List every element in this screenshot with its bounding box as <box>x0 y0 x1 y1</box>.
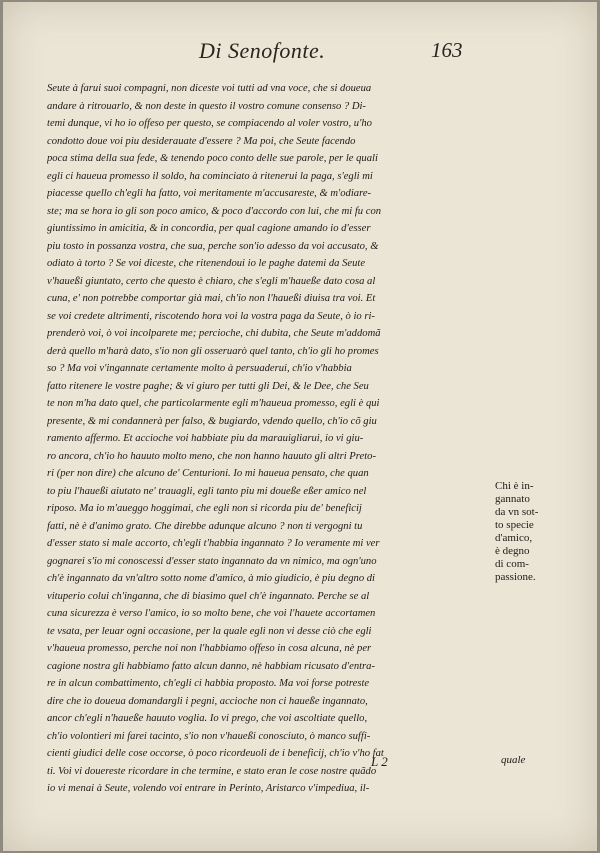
margin-note-line: gannato <box>495 493 530 505</box>
running-head: Di Senofonte. <box>199 38 326 63</box>
text-line: ro ancora, ch'io ho hauuto molto meno, che non hanno hauuto gli altri Preto- <box>47 450 376 462</box>
text-line: ste; ma se hora io gli son poco amico, & poco d'accordo con lui, che mi fu con <box>47 205 382 217</box>
text-line: ti. Voi vi douereste ricordare in che termine, e stato eran le cose nostre quãdo <box>47 765 377 777</box>
text-line: cagione nostra gli habbiamo fatto alcun danno, nè habbiam ricusato d'entra- <box>47 660 376 672</box>
margin-note-line: passione. <box>495 571 536 583</box>
text-line: cienti giudici delle cose occorse, ò poco ricordeuoli de i beneficij, ch'io v'ho fat <box>47 748 384 759</box>
book-page <box>3 2 597 851</box>
text-line: v'haueßi giuntato, certo che questo è chiaro, che s'egli m'haueße dato cosa al <box>47 275 376 287</box>
margin-note-line: Chi è in- <box>495 480 534 492</box>
text-line: andare à ritrouarlo, & non deste in questo il vostro comune consenso ? Di- <box>47 100 366 112</box>
text-line: derà quello m'harà dato, s'io non gli osseruarò quel tanto, ch'io gli ho promes <box>47 345 379 357</box>
page-header <box>3 38 597 68</box>
margin-note-line: to specie <box>495 519 534 531</box>
text-line: fatto ritenere le vostre paghe; & vi giuro per tutti gli Dei, & le Dee, che Seu <box>47 380 369 392</box>
text-line: re in alcun combattimento, ch'egli ci habbia proposto. Ma voi forse potreste <box>47 678 370 689</box>
text-line: ramento affermo. Et accioche voi habbiate piu da marauigliarui, io vi giu- <box>47 433 364 444</box>
text-line: vituperio colui ch'inganna, che di biasimo quel ch'è ingannato. Perche se al <box>47 590 370 602</box>
body-text <box>47 80 491 798</box>
text-line: condotto doue voi piu desiderauate d'essere ? Ma poi, che Seute facendo <box>47 135 356 147</box>
catchword: quale <box>501 754 526 766</box>
margin-note-line: da vn sot- <box>495 506 539 518</box>
text-line: odiato à torto ? Se voi diceste, che ritenendoui io le paghe datemi da Seute <box>47 258 366 269</box>
margin-note-line: di com- <box>495 558 529 570</box>
text-line: fatti, nè è d'animo grato. Che direbbe adunque alcuno ? non ti vergogni tu <box>47 520 363 532</box>
text-line: presente, & mi condannerà per falso, & bugiardo, vdendo quello, ch'io cõ giu <box>47 415 377 427</box>
text-line: poca stima della sua fede, & tenendo poco conto delle sue parole, per le quali <box>47 153 378 164</box>
margin-note <box>495 480 561 584</box>
text-line: ancor ch'egli n'haueße hauuto voglia. Io vi prego, che voi ascoltiate quello, <box>47 713 368 724</box>
text-line: v'haueua promesso, perche noi non l'habbiamo offeso in cosa alcuna, nè per <box>47 643 372 654</box>
text-line: se voi credete altrimenti, riscotendo hora voi la vostra paga da Seute, ò io ri- <box>47 310 375 322</box>
text-line: Seute à farui suoi compagni, non diceste voi tutti ad vna voce, che si doueua <box>47 83 372 94</box>
text-line: ri (per non dire) che alcuno de' Centurioni. Io mi haueua pensato, che quan <box>47 468 369 479</box>
margin-note-line: d'amico, <box>495 532 533 544</box>
text-line: piacesse quello ch'egli ha fatto, voi meritamente m'accusareste, & m'odiare- <box>47 188 372 199</box>
signature-mark: L 2 <box>371 754 388 769</box>
text-line: gognarei s'io mi conoscessi d'esser stato ingannato da vn nimico, ma ogn'uno <box>47 555 377 567</box>
margin-note-line: è degno <box>495 545 530 557</box>
text-line: d'esser stato si male accorto, ch'egli t'habbia ingannato ? Io veramente mi ver <box>47 538 380 549</box>
text-line: temi dunque, vi ho io offeso per questo, se compiacendo al voler vostro, u'ho <box>47 118 372 129</box>
text-line: ch'è ingannato da vn'altro sotto nome d'amico, à mio giudicio, è piu degno di <box>47 573 376 584</box>
text-line: egli ci haueua promesso il soldo, ha cominciato à ritenerui la paga, s'egli mi <box>47 170 373 182</box>
text-line: riposo. Ma io m'aueggo hoggimai, che egli non si ricorda piu de' beneficij <box>47 503 362 514</box>
page-number: 163 <box>431 38 463 62</box>
text-line: so ? Ma voi v'ingannate certamente molto à persuaderui, ch'io v'habbia <box>47 363 352 374</box>
text-line: io vi menai à Seute, volendo voi entrare in Perinto, Aristarco v'impediua, il- <box>47 783 370 794</box>
text-line: dire che io doueua domandargli i pegni, accioche non ci haueße ingannato, <box>47 695 368 707</box>
text-line: prenderò voi, ò voi incolparete me; percioche, chi dubita, che Seute m'addomã <box>47 328 381 339</box>
text-line: giuntissimo in amicitia, & in concordia, per qual cagione amando io d'esser <box>47 223 371 234</box>
text-line: piu tosto in possanza vostra, che sua, perche son'io adesso da voi accusato, & <box>47 240 379 252</box>
text-line: te vsata, per leuar ogni occasione, per la quale egli non vi desse ciò che egli <box>47 625 372 637</box>
text-line: te non m'ha dato quel, che particolarmente egli m'haueua promesso, egli è qui <box>47 398 380 409</box>
text-line: cuna, e' non potrebbe comportar già mai, ch'io non l'haueßi diuisa tra voi. Et <box>47 293 376 304</box>
text-line: cuna sicurezza è verso l'amico, io so molto bene, che voi l'hauete accortamen <box>47 608 376 619</box>
text-line: ch'io volontieri mi farei tacinto, s'io non v'haueßi conosciuto, ò manco suffi- <box>47 730 371 742</box>
text-line: to piu l'haueßi aiutato ne' trauagli, egli tanto piu mi doueße eßer amico nel <box>47 485 367 497</box>
